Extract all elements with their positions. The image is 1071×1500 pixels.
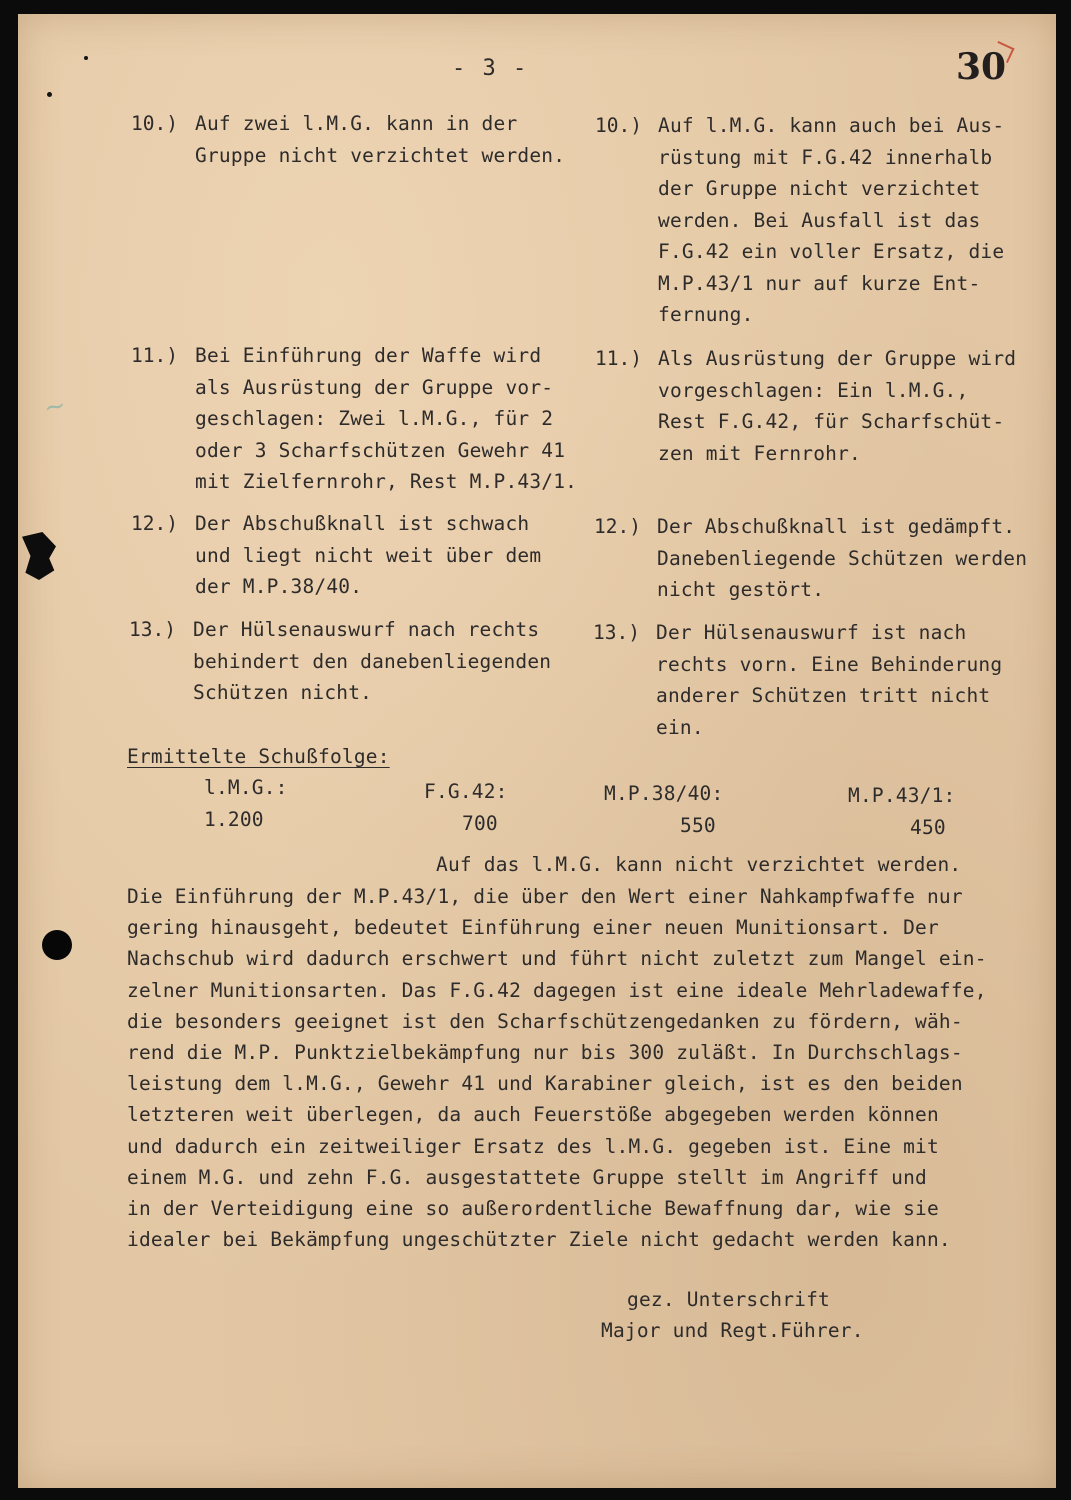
- item-text-left: Der Hülsenauswurf nach rechts behindert den danebenliegenden Schützen nicht.: [193, 618, 552, 704]
- rate-weapon-name: F.G.42:: [424, 780, 508, 803]
- rate-value: 700: [462, 812, 498, 835]
- item-text-right: Der Hülsenauswurf ist nach rechts vorn. Eine Behinderung anderer Schützen tritt nicht ein.: [656, 621, 1003, 739]
- item-number-left: 10.): [131, 112, 178, 135]
- conclusion-first-line: Auf das l.M.G. kann nicht verzichtet werden.: [436, 853, 962, 876]
- punch-hole: [42, 930, 72, 960]
- item-number-right: 11.): [595, 347, 642, 370]
- item-text-right: Als Ausrüstung der Gruppe wird vorgeschlagen: Ein l.M.G., Rest F.G.42, für Scharfschüt- zen mit Fernrohr.: [658, 347, 1017, 465]
- item-text-left: Auf zwei l.M.G. kann in der Gruppe nicht verzichtet werden.: [195, 112, 566, 167]
- conclusion-paragraph: Die Einführung der M.P.43/1, die über den Wert einer Nahkampfwaffe nur gering hinausgeht, bedeutet Einführung einer neuen Munitionsart. Der Nachschub wird dadurch erschwert und führt nicht zuletzt zum Mangel ein- zelner Munitionsarten. Das F.G.42 dagegen ist eine ideale Mehrladewaffe, die besonders geeignet ist den Scharfschützengedanken zu fördern, wäh- rend die M.P. Punktzielbekämpfung nur bis 300 zuläßt. In Durchschlags- leistung dem l.M.G., Gewehr 41 und Karabiner gleich, ist es den beiden letzteren weit überlegen, da auch Feuerstöße abgegeben werden können und dadurch ein zeitweiliger Ersatz des l.M.G. gegeben ist. Eine mit einem M.G. und zehn F.G. ausgestattete Gruppe stellt im Angriff und in der Verteidigung eine so außerordentliche Bewaffnung dar, wie sie idealer bei Bekämpfung ungeschützter Ziele nicht gedacht werden kann.: [127, 885, 987, 1252]
- page-number: - 3 -: [452, 56, 529, 81]
- item-text-right: Der Abschußknall ist gedämpft. Danebenliegende Schützen werden nicht gestört.: [657, 515, 1028, 601]
- rate-weapon-name: l.M.G.:: [204, 776, 288, 799]
- rate-weapon-name: M.P.43/1:: [848, 784, 956, 807]
- item-number-right: 12.): [594, 515, 641, 538]
- rate-weapon-name: M.P.38/40:: [604, 782, 724, 805]
- rates-heading: Ermittelte Schußfolge:: [127, 745, 390, 768]
- item-number-left: 13.): [129, 618, 176, 641]
- item-text-left: Der Abschußknall ist schwach und liegt nicht weit über dem der M.P.38/40.: [195, 512, 542, 598]
- pencil-annotation: ~: [41, 390, 69, 424]
- item-text-right: Auf l.M.G. kann auch bei Aus- rüstung mit F.G.42 innerhalb der Gruppe nicht verzichtet werden. Bei Ausfall ist das F.G.42 ein voller Ersatz, die M.P.43/1 nur auf kurze Ent- fernung.: [658, 114, 1005, 326]
- speck: [47, 92, 52, 97]
- item-number-left: 11.): [131, 344, 178, 367]
- item-text-left: Bei Einführung der Waffe wird als Ausrüstung der Gruppe vor- geschlagen: Zwei l.M.G., für 2 oder 3 Scharfschützen Gewehr 41 mit Zielfernrohr, Rest M.P.43/1.: [195, 344, 578, 493]
- signature-line: gez. Unterschrift: [627, 1288, 830, 1311]
- archive-stamp-number: 30: [956, 46, 1007, 88]
- speck: [84, 56, 88, 60]
- item-number-left: 12.): [131, 512, 178, 535]
- item-number-right: 13.): [593, 621, 640, 644]
- rate-value: 450: [910, 816, 946, 839]
- rate-value: 1.200: [204, 808, 264, 831]
- item-number-right: 10.): [595, 114, 642, 137]
- rate-value: 550: [680, 814, 716, 837]
- signature-title: Major und Regt.Führer.: [601, 1319, 864, 1342]
